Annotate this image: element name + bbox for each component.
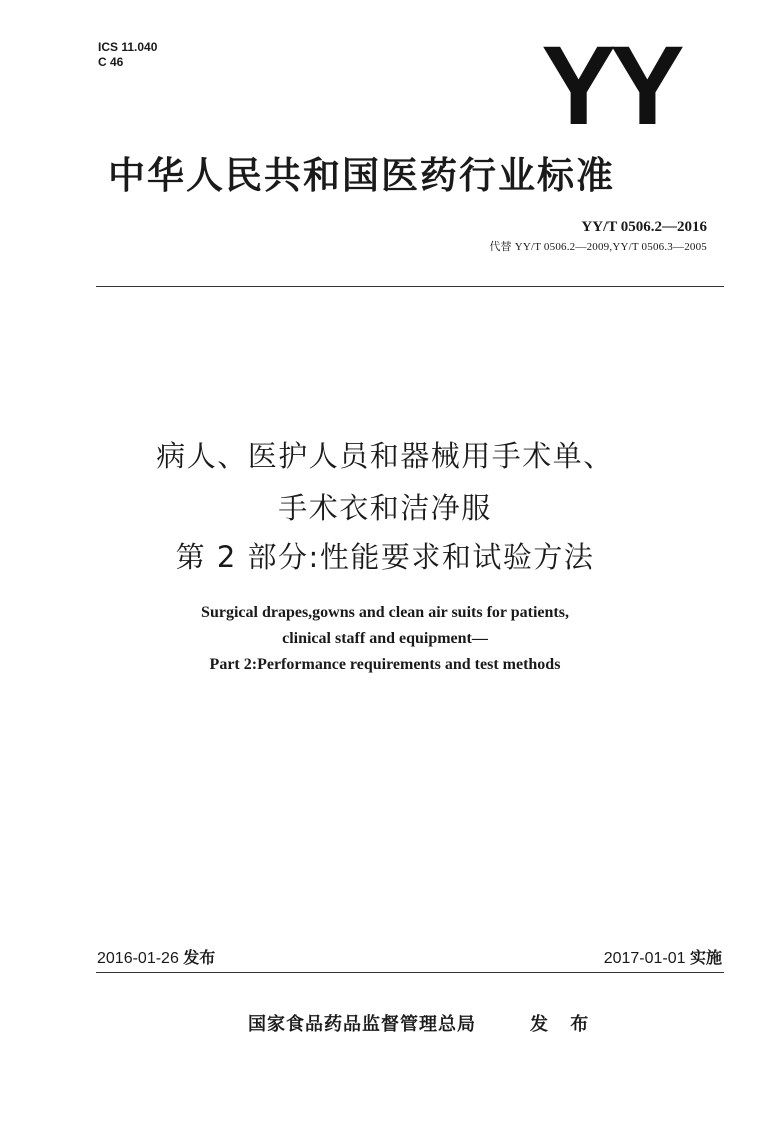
standard-number — [581, 218, 707, 236]
implement-label: 实施 — [689, 950, 722, 967]
standard-number-year: 2016 — [677, 219, 707, 235]
implement-date-value: 2017-01-01 — [603, 950, 686, 967]
publish-date-value: 2016-01-26 — [97, 950, 179, 967]
en-title-line-1: Surgical drapes,gowns and clean air suits for patients, — [201, 604, 569, 621]
header-divider — [96, 286, 724, 287]
replaces-note: 代替 YY/T 0506.2—2009,YY/T 0506.3—2005 — [489, 241, 707, 253]
publish-date — [97, 949, 215, 969]
issuing-authority: 国家食品药品监督管理总局 — [248, 1014, 476, 1035]
publish-label: 发布 — [183, 950, 216, 967]
en-title-line-2: clinical staff and equipment— — [282, 630, 488, 647]
en-title-line-3: Part 2:Performance requirements and test methods — [209, 656, 561, 673]
issue-label: 发 布 — [530, 1014, 597, 1035]
ics-code: ICS 11.040 — [98, 40, 158, 54]
implement-date — [604, 949, 722, 969]
footer-divider — [96, 972, 724, 973]
standard-number-code: YY/T 0506.2 — [581, 219, 662, 235]
cn-title-line-1: 病人、医护人员和器械用手术单、 — [156, 439, 614, 473]
classification-codes — [98, 40, 157, 70]
cn-title-line-2: 手术衣和洁净服 — [278, 491, 492, 525]
standard-category-title: 中华人民共和国医药行业标准 — [108, 154, 615, 197]
ccs-code: C 46 — [98, 55, 124, 69]
standard-number-separator: — — [662, 218, 677, 235]
cn-title-line-3: 第 2 部分:性能要求和试验方法 — [175, 540, 595, 574]
yy-logo: YY — [541, 23, 679, 148]
